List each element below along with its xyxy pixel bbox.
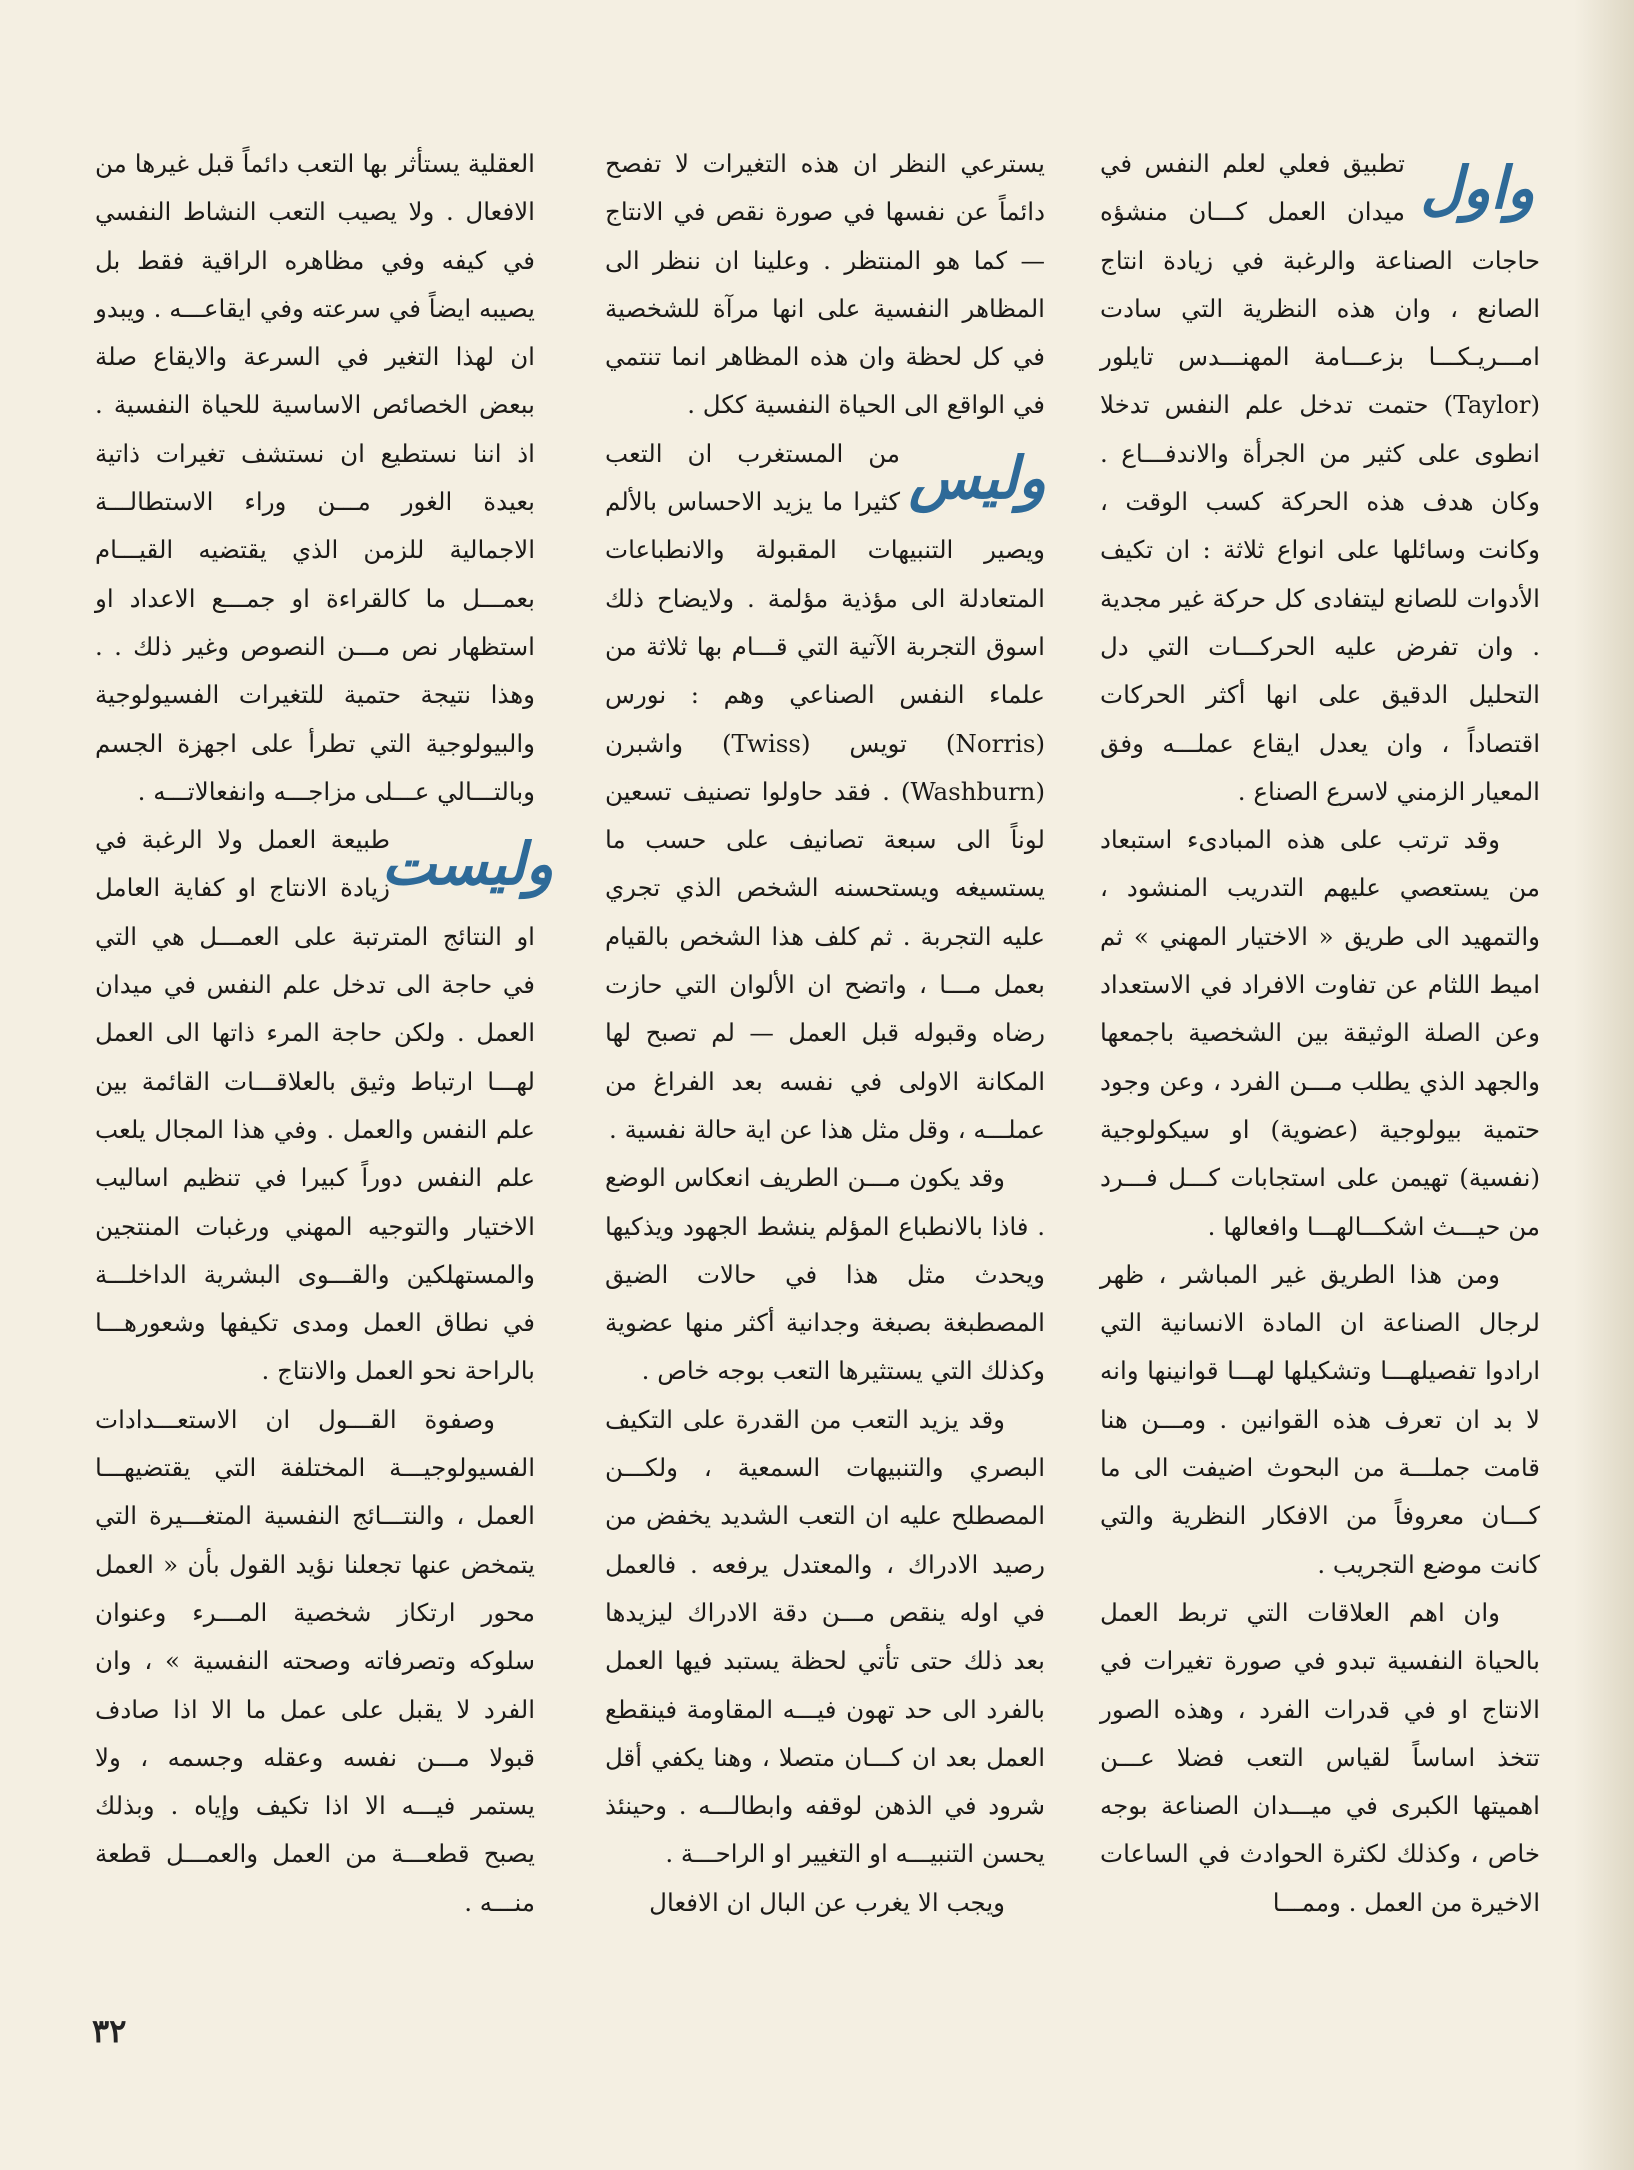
column-middle [605, 140, 1045, 1927]
drop-cap-walaysat: وليست [381, 830, 554, 899]
paragraph: تطبيق فعلي لعلم النفس في ميدان العمل كـــان منشؤه حاجات الصناعة والرغبة في زيادة انتاج الصانع ، وان هذه النظرية التي سادت امـــريـكـــا بزعـــامة المهنـــدس تايلور (Taylor) حتمت تدخل علم النفس تدخلا انطوى على كثير من الجرأة والاندفـــاع . وكان هدف هذه الحركة كسب الوقت ، وكانت وسائلها على انواع ثلاثة : ان تكيف الأدوات للصانع ليتفادى كل حركة غير مجدية . وان تفرض عليه الحركـــات التي دل التحليل الدقيق على انها أكثر الحركات اقتصاداً ، وان يعدل ايقاع عملـــه وفق المعيار الزمني لاسرع الصناع . [1100, 149, 1540, 806]
paragraph: وصفوة القـــول ان الاستعـــدادات الفسيولوجيـــة المختلفة التي يقتضيهـــا العمل ، والنتـــائج النفسية المتغـــيرة التي يتمخض عنها تجعلنا نؤيد القول بأن « العمل محور ارتكاز شخصية المـــرء وعنوان سلوكه وتصرفاته وصحته النفسية » ، وان الفرد لا يقبل على عمل ما الا اذا صادف قبولا مـــن نفسه وعقله وجسمه ، ولا يستمر فيـــه الا اذا تكيف وإياه . وبذلك يصبح قطعـــة من العمل والعمـــل قطعة منـــه . [95, 1404, 535, 1917]
page-number: ٣٢ [92, 2012, 127, 2050]
paragraph: وقد يكون مـــن الطريف انعكاس الوضع . فاذا بالانطباع المؤلم ينشط الجهود ويذكيها ويحدث مثل هذا في حالات الضيق المصطبغة بصبغة وجدانية أكثر منها عضوية وكذلك التي يستثيرها التعب بوجه خاص . [605, 1163, 1045, 1386]
column-left [95, 140, 554, 1927]
paragraph: طبيعة العمل ولا الرغبة في زيادة الانتاج او كفاية العامل او النتائج المترتبة على العمـــل هي التي في حاجة الى تدخل علم النفس في ميدان العمل . ولكن حاجة المرء ذاتها الى العمل لهـــا ارتباط وثيق بالعلاقـــات القائمة بين علم النفس والعمل . وفي هذا المجال يلعب علم النفس دوراً كبيرا في تنظيم اساليب الاختيار والتوجيه المهني ورغبات المنتجين والمستهلكين والقـــوى البشرية الداخلـــة في نطاق العمل ومدى تكيفها وشعورهـــا بالراحة نحو العمل والانتاج . [95, 825, 535, 1386]
paragraph: وقد ترتب على هذه المبادىء استبعاد من يستعصي عليهم التدريب المنشود ، والتمهيد الى طريق « الاختيار المهني » ثم اميط اللثام عن تفاوت الافراد في الاستعداد وعن الصلة الوثيقة بين الشخصية باجمعها والجهد الذي يطلب مـــن الفرد ، وعن وجود حتمية بيولوجية (عضوية) او سيكولوجية (نفسية) تهيمن على استجابات كـــل فـــرد من حيـــث اشكـــالهـــا وافعالها . [1100, 825, 1540, 1241]
drop-cap-walaysa: وليس [908, 443, 1047, 512]
drop-cap-waawal: واول [1420, 154, 1535, 222]
paragraph: ومن هذا الطريق غير المباشر ، ظهر لرجال الصناعة ان المادة الانسانية التي ارادوا تفصيلهـــا وتشكيلها لهـــا قوانينها وانه لا بد ان تعرف هذه القوانين . ومـــن هنا قامت جملـــة من البحوث اضيفت الى ما كـــان معروفاً من الافكار النظرية والتي كانت موضع التجريب . [1100, 1259, 1540, 1579]
paragraph: وقد يزيد التعب من القدرة على التكيف البصري والتنبيهات السمعية ، ولكـــن المصطلح عليه ان التعب الشديد يخفض من رصيد الادراك ، والمعتدل يرفعه . فالعمل في اوله ينقص مـــن دقة الادراك ليزيدها بعد ذلك حتى تأتي لحظة يستبد فيها العمل بالفرد الى حد تهون فيـــه المقاومة فينقطع العمل بعد ان كـــان متصلا ، وهنا يكفي أقل شرود في الذهن لوقفه وابطالـــه . وحينئذ يحسن التنبيـــه او التغيير او الراحـــة . [605, 1404, 1045, 1869]
paragraph: وان اهم العلاقات التي تربط العمل بالحياة النفسية تبدو في صورة تغيرات في الانتاج او في قدرات الفرد ، وهذه الصور تتخذ اساساً لقياس التعب فضلا عـــن اهميتها الكبرى في ميـــدان الصناعة بوجه خاص ، وكذلك لكثرة الحوادث في الساعات الاخيرة من العمل . وممـــا [1100, 1597, 1540, 1917]
paragraph: يسترعي النظر ان هذه التغيرات لا تفصح دائماً عن نفسها في صورة نقص في الانتاج — كما هو المنتظر . وعلينا ان ننظر الى المظاهر النفسية على انها مرآة للشخصية في كل لحظة وان هذه المظاهر انما تنتمي في الواقع الى الحياة النفسية ككل . [605, 149, 1045, 420]
paragraph: ويجب الا يغرب عن البال ان الافعال [649, 1887, 1005, 1917]
page-edge-shadow [1574, 0, 1634, 2170]
paragraph: العقلية يستأثر بها التعب دائماً قبل غيرها من الافعال . ولا يصيب التعب النشاط النفسي في كيفه وفي مظاهره الراقية فقط بل يصيبه ايضاً في سرعته وفي ايقاعـــه . ويبدو ان لهذا التغير في السرعة والايقاع صلة ببعض الخصائص الاساسية للحياة النفسية . اذ اننا نستطيع ان نستشف تغيرات ذاتية بعيدة الغور مـــن وراء الاستطالـــة الاجمالية للزمن الذي يقتضيه القيـــام بعمـــل ما كالقراءة او جمـــع الاعداد او استظهار نص مـــن النصوص وغير ذلك . . وهذا نتيجة حتمية للتغيرات الفسيولوجية والبيولوجية التي تطرأ على اجهزة الجسم وبالتـــالي عـــلى مزاجـــه وانفعالاتـــه . [95, 149, 535, 806]
column-right [1100, 140, 1540, 1927]
paragraph: من المستغرب ان التعب كثيرا ما يزيد الاحساس بالألم ويصير التنبيهات المقبولة والانطباعات المتعادلة الى مؤذية مؤلمة . ولايضاح ذلك اسوق التجربة الآتية التي قـــام بها ثلاثة من علماء النفس الصناعي وهم : نورس (Norris) تويس (Twiss) واشبرن (Washburn) . فقد حاولوا تصنيف تسعين لوناً الى سبعة تصانيف على حسب ما يستسيغه ويستحسنه الشخص الذي تجري عليه التجربة . ثم كلف هذا الشخص بالقيام بعمل مـــا ، واتضح ان الألوان التي حازت رضاه وقبوله قبل العمل — لم تصبح لها المكانة الاولى في نفسه بعد الفراغ من عملـــه ، وقل مثل هذا عن اية حالة نفسية . [605, 438, 1045, 1144]
